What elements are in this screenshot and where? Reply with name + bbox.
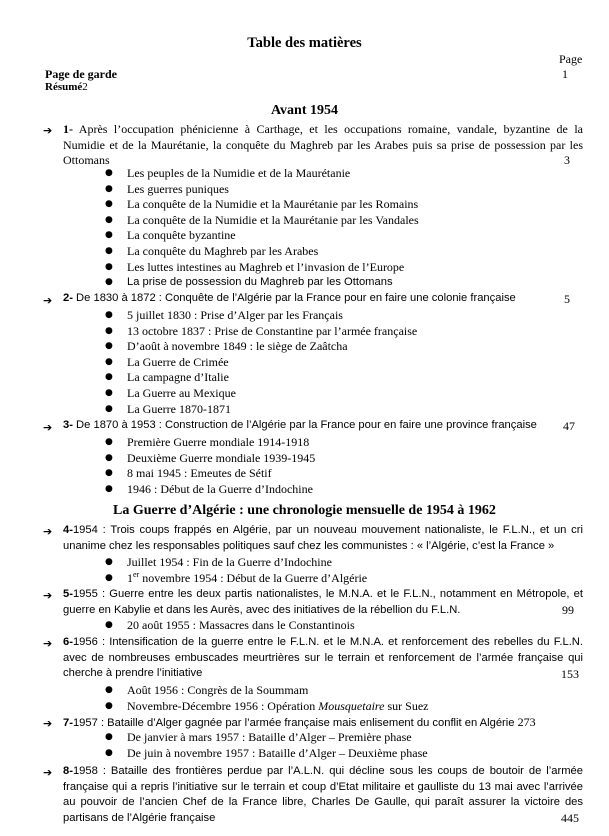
- list-item: ● Juillet 1954 : Fin de la Guerre d’Indochine: [105, 555, 332, 569]
- list-item: ● Deuxième Guerre mondiale 1939-1945: [105, 450, 316, 465]
- entry-number: 7-: [63, 717, 73, 729]
- list-item: ● La prise de possession du Maghreb par les Ottomans: [105, 276, 393, 289]
- front-item-summary: [45, 81, 88, 93]
- entry-8-page: 445: [561, 811, 579, 825]
- list-item: ● Les guerres puniques: [105, 181, 229, 196]
- entry-number: 5-: [63, 588, 73, 600]
- list-item: ● La Guerre 1870-1871: [105, 401, 231, 416]
- entry-5-page: 99: [562, 603, 574, 617]
- front-item-title-page: Page de garde: [45, 67, 117, 81]
- toc-entry-1[interactable]: [63, 122, 583, 169]
- entry-text: De 1870 à 1953 : Construction de l’Algérie par la France pour en faire une province française: [72, 419, 537, 431]
- list-item: ● Novembre-Décembre 1956 : Opération Mousquetaire sur Suez: [105, 698, 429, 713]
- entry-text: 1956 : Intensification de la guerre entre le F.L.N. et le M.N.A. et renforcement des rebelles du F.L.N. avec de nombreuses embuscades meurtrières sur le terrain et renforcement de l’armée française qui cherche à prendre l’initiative: [63, 636, 583, 679]
- entry-text: 1955 : Guerre entre les deux partis nationalistes, le M.N.A. et le F.L.N., notamment en Métropole, et guerre en Kabylie et dans les Aurès, avec des initiatives de la rébellion du F.L.N.: [63, 588, 583, 616]
- entry-number: 8-: [63, 765, 73, 777]
- entry-text: 1958 : Bataille des frontières perdue par l’A.L.N. qui décline sous les coups de boutoir de l’armée française qui a repris l’initiative sur le terrain et coup d’Etat militaire et gaulliste du 13 mai avec l’arrivée au pouvoir de l’ancien Chef de la France libre, Charles De Gaulle, qui paraît assurer la victoire des partisans de l’Algérie française: [63, 765, 583, 824]
- arrow-icon: ➔: [43, 766, 53, 779]
- list-item: ● 1946 : Début de la Guerre d’Indochine: [105, 481, 313, 496]
- entry-1-page: 3: [564, 153, 570, 167]
- section-heading-algerian-war: La Guerre d’Algérie : une chronologie mensuelle de 1954 à 1962: [113, 503, 496, 518]
- entry-6-page: 153: [561, 667, 579, 681]
- list-item: ● La conquête de la Numidie et la Maurétanie par les Vandales: [105, 212, 419, 227]
- entry-number: 4-: [63, 524, 73, 536]
- bullet-list-entry-5: [105, 618, 355, 634]
- entry-2-page: 5: [564, 292, 570, 306]
- list-item: ● 5 juillet 1830 : Prise d’Alger par les Français: [105, 308, 343, 322]
- toc-entry-4[interactable]: [63, 523, 583, 554]
- summary-page-number: 2: [82, 81, 88, 93]
- front-item-title-page-number: 1: [562, 67, 568, 81]
- arrow-icon: ➔: [43, 589, 53, 602]
- toc-entry-3[interactable]: [63, 419, 537, 431]
- bullet-list-entry-3: [105, 435, 316, 497]
- list-item: ● La Guerre de Crimée: [105, 354, 229, 369]
- arrow-icon: ➔: [43, 637, 53, 650]
- list-item: ● 8 mai 1945 : Emeutes de Sétif: [105, 466, 272, 481]
- entry-number: 1-: [63, 122, 73, 136]
- toc-entry-5[interactable]: [63, 587, 583, 618]
- list-item: ● 20 août 1955 : Massacres dans le Constantinois: [105, 618, 355, 632]
- list-item: ● 13 octobre 1837 : Prise de Constantine par l’armée française: [105, 323, 418, 338]
- toc-entry-8[interactable]: [63, 764, 583, 826]
- list-item: ● La campagne d’Italie: [105, 370, 229, 385]
- list-item: ● La conquête de la Numidie et la Maurétanie par les Romains: [105, 197, 419, 212]
- toc-entry-2[interactable]: [63, 292, 516, 304]
- list-item: ● La conquête byzantine: [105, 228, 236, 243]
- entry-3-page: 47: [563, 419, 575, 433]
- entry-number: 2-: [63, 292, 73, 304]
- list-item: ● Première Guerre mondiale 1914-1918: [105, 435, 310, 449]
- list-item: ● De janvier à mars 1957 : Bataille d’Alger – Première phase: [105, 730, 412, 744]
- entry-text: 1954 : Trois coups frappés en Algérie, par un nouveau mouvement nationaliste, le F.L.N., et un cri unanime chez les responsables politiques sauf chez les communistes : « l’Algérie, c’est la France »: [63, 524, 583, 552]
- list-item: ● La Guerre au Mexique: [105, 385, 236, 400]
- entry-text: Après l’occupation phénicienne à Carthage, et les occupations romaine, vandale, byzantine de la Numidie et de la Maurétanie, la conquête du Maghreb par les Arabes puis sa prise de possession par les Ottomans: [63, 122, 583, 167]
- entry-7-page: 273: [517, 715, 536, 729]
- list-item: ● La conquête du Maghreb par les Arabes: [105, 243, 319, 258]
- list-item: ● 1er novembre 1954 : Début de la Guerre d’Algérie: [105, 569, 368, 585]
- page-column-header: Page: [559, 52, 583, 66]
- toc-entry-6[interactable]: [63, 635, 583, 682]
- entry-text: De 1830 à 1872 : Conquête de l’Algérie par la France pour en faire une colonie française: [72, 292, 516, 304]
- bullet-list-entry-6: [105, 683, 429, 714]
- list-item: ● D’août à novembre 1849 : le siège de Zaâtcha: [105, 339, 348, 354]
- bullet-list-entry-2: [105, 308, 418, 417]
- bullet-list-entry-1: [105, 166, 419, 291]
- entry-text: 1957 : Bataille d’Alger gagnée par l’armée française mais enlisement du conflit en Algérie: [72, 717, 515, 729]
- page-title: Table des matières: [247, 35, 362, 51]
- arrow-icon: ➔: [43, 294, 53, 307]
- list-item: ● Les luttes intestines au Maghreb et l’invasion de l’Europe: [105, 259, 405, 274]
- list-item: ● Août 1956 : Congrès de la Soummam: [105, 683, 309, 697]
- list-item: ● De juin à novembre 1957 : Bataille d’Alger – Deuxième phase: [105, 745, 428, 760]
- bullet-list-entry-4: [105, 555, 368, 586]
- summary-label: Résumé: [45, 81, 83, 93]
- bullet-list-entry-7: [105, 730, 428, 761]
- entry-number: 6-: [63, 636, 73, 648]
- arrow-icon: ➔: [43, 421, 53, 434]
- entry-number: 3-: [63, 419, 73, 431]
- list-item: ● Les peuples de la Numidie et de la Maurétanie: [105, 166, 351, 180]
- arrow-icon: ➔: [43, 717, 53, 730]
- section-heading-before-1954: Avant 1954: [270, 103, 339, 118]
- arrow-icon: ➔: [43, 124, 53, 137]
- toc-entry-7[interactable]: [63, 715, 536, 730]
- arrow-icon: ➔: [43, 525, 53, 538]
